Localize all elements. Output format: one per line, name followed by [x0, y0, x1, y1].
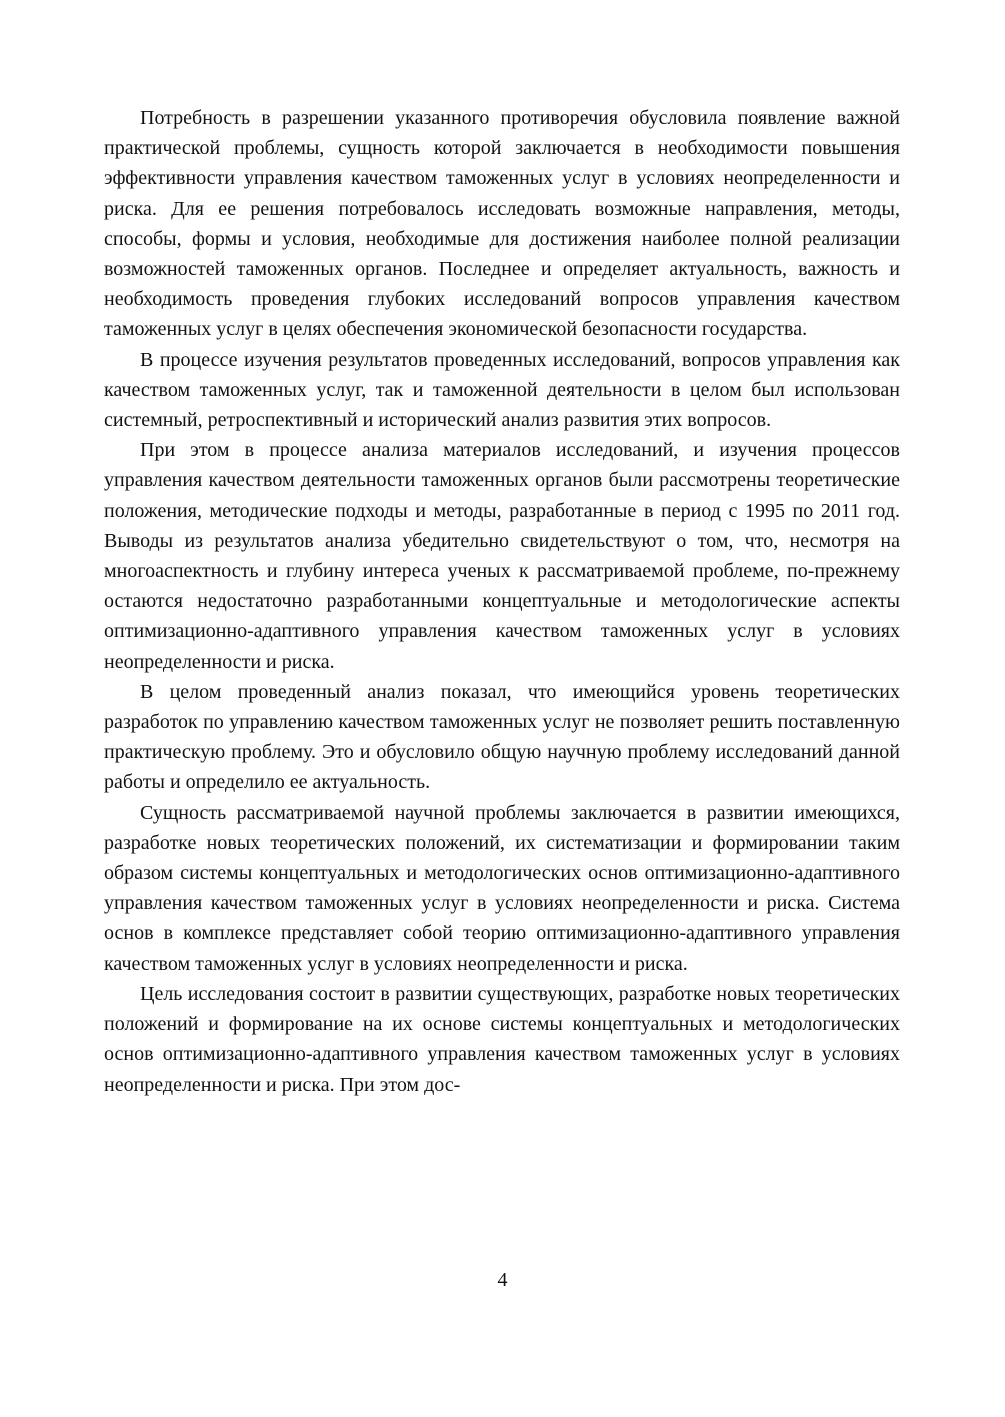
paragraph: При этом в процессе анализа материалов исследований, и изучения процессов управления качеством деятельности таможенных органов были рассмотрены теоретические положения, методические подходы и методы, разработанные в период с 1995 по 2011 год. Выводы из результатов анализа убедительно свидетельствуют о том, что, несмотря на многоаспектность и глубину интереса ученых к рассматриваемой проблеме, по-прежнему остаются недостаточно разработанными концептуальные и методологические аспекты оптимизационно-адаптивного управления качеством таможенных услуг в условиях неопределенности и риска.	[104, 439, 900, 673]
paragraph: В процессе изучения результатов проведенных исследований, вопросов управления как качеством таможенных услуг, так и таможенной деятельности в целом был использован системный, ретроспективный и исторический анализ развития этих вопросов.	[104, 348, 900, 432]
paragraph: Сущность рассматриваемой научной проблемы заключается в развитии имеющихся, разработке новых теоретических положений, их систематизации и формировании таким образом системы концептуальных и методологических основ оптимизационно-адаптивного управления качеством таможенных услуг в условиях неопределенности и риска. Система основ в комплексе представляет собой теорию оптимизационно-адаптивного управления качеством таможенных услуг в условиях неопределенности и риска.	[104, 801, 900, 975]
paragraph: В целом проведенный анализ показал, что имеющийся уровень теоретических разработок по управлению качеством таможенных услуг не позволяет решить поставленную практическую проблему. Это и обусловило общую научную проблему исследований данной работы и определило ее актуальность.	[104, 680, 900, 794]
paragraph: Потребность в разрешении указанного противоречия обусловила появление важной практической проблемы, сущность которой заключается в необходимости повышения эффективности управления качеством таможенных услуг в условиях неопределенности и риска. Для ее решения потребовалось исследовать возможные направления, методы, способы, формы и условия, необходимые для достижения наиболее полной реализации возможностей таможенных органов. Последнее и определяет актуальность, важность и необходимость проведения глубоких исследований вопросов управления качеством таможенных услуг в целях обеспечения экономической безопасности государства.	[104, 107, 900, 341]
paragraph: Цель исследования состоит в развитии существующих, разработке новых теоретических положений и формирование на их основе системы концептуальных и методологических основ оптимизационно-адаптивного управления качеством таможенных услуг в условиях неопределенности и риска. При этом дос-	[104, 982, 900, 1096]
document-body	[104, 103, 900, 1100]
page-number: 4	[497, 1269, 508, 1291]
